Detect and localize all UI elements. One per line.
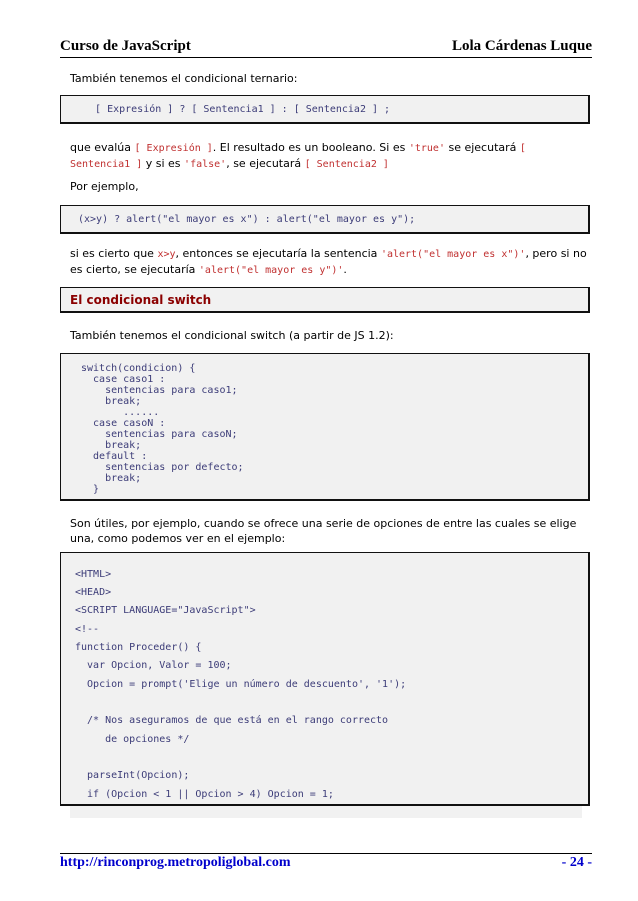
code-block-ternary-example bbox=[60, 205, 590, 234]
paragraph-switch-intro: También tenemos el condicional switch (a partir de JS 1.2): bbox=[70, 329, 394, 342]
header-rule bbox=[60, 57, 592, 58]
paragraph-ternary-intro: También tenemos el condicional ternario: bbox=[70, 72, 298, 85]
text: y si es bbox=[142, 157, 185, 170]
inline-code: 'false' bbox=[184, 159, 227, 170]
paragraph-switch-use: Son útiles, por ejemplo, cuando se ofrece una serie de opciones de entre las cuales se elige una, como podemos ver en el ejemplo: bbox=[70, 517, 577, 545]
code-line: case caso1 : bbox=[81, 374, 166, 385]
header-author: Lola Cárdenas Luque bbox=[451, 38, 592, 54]
code-line: [ Expresión ] ? [ Sentencia1 ] : [ Sentencia2 ] ; bbox=[83, 104, 391, 115]
text: , pero si no es cierto, se ejecutaría bbox=[70, 247, 587, 276]
code-line: <SCRIPT LANGUAGE="JavaScript"> bbox=[75, 605, 256, 616]
code-line: break; bbox=[81, 396, 142, 407]
inline-code: [ Expresión ] bbox=[134, 143, 213, 154]
code-line: parseInt(Opcion); bbox=[75, 770, 190, 781]
text: si es cierto que bbox=[70, 247, 158, 260]
text: que evalúa bbox=[70, 141, 135, 154]
section-heading-switch: El condicional switch bbox=[60, 287, 590, 313]
code-line: <HEAD> bbox=[75, 587, 112, 598]
paragraph-ternary-explanation bbox=[70, 140, 590, 172]
code-line: /* Nos aseguramos de que está en el rango correcto bbox=[75, 715, 389, 726]
inline-code: 'alert("el mayor es y")' bbox=[198, 265, 344, 276]
footer-link[interactable]: http://rinconprog.metropoliglobal.com bbox=[60, 855, 291, 870]
code-line: case casoN : bbox=[81, 418, 166, 429]
code-line: if (Opcion < 1 || Opcion > 4) Opcion = 1; bbox=[75, 789, 334, 800]
code-line: (x>y) ? alert("el mayor es x") : alert("el mayor es y"); bbox=[78, 214, 416, 225]
code-line: } bbox=[81, 484, 100, 495]
code-line: sentencias para casoN; bbox=[81, 429, 238, 440]
code-block-switch-syntax bbox=[60, 353, 590, 501]
code-line: ...... bbox=[81, 407, 160, 418]
code-line: sentencias para caso1; bbox=[81, 385, 238, 396]
code-line: sentencias por defecto; bbox=[81, 462, 244, 473]
text: se ejecutará bbox=[444, 141, 520, 154]
page-number: - 24 - bbox=[561, 855, 592, 870]
header-title: Curso de JavaScript bbox=[60, 38, 191, 54]
code-block-continuation bbox=[70, 806, 582, 818]
footer-rule bbox=[60, 853, 592, 854]
code-line: <HTML> bbox=[75, 569, 112, 580]
code-block-ternary-syntax bbox=[60, 95, 590, 124]
code-line: switch(condicion) { bbox=[81, 363, 196, 374]
page-footer bbox=[60, 855, 592, 871]
code-line: function Proceder() { bbox=[75, 642, 202, 653]
code-line: break; bbox=[81, 473, 142, 484]
inline-code: [ Sentencia2 ] bbox=[304, 159, 389, 170]
text: . bbox=[343, 263, 347, 276]
text: . El resultado es un booleano. Si es bbox=[212, 141, 409, 154]
text: , se ejecutará bbox=[226, 157, 305, 170]
text: , entonces se ejecutaría la sentencia bbox=[175, 247, 381, 260]
page-header bbox=[60, 38, 592, 55]
inline-code: x>y bbox=[157, 249, 176, 260]
paragraph-ternary-example-explanation bbox=[70, 246, 590, 278]
inline-code: 'alert("el mayor es x")' bbox=[380, 249, 526, 260]
code-line: de opciones */ bbox=[75, 734, 190, 745]
code-block-switch-example bbox=[60, 552, 590, 806]
code-line: <!-- bbox=[75, 624, 100, 635]
code-line: var Opcion, Valor = 100; bbox=[75, 660, 232, 671]
code-line: default : bbox=[81, 451, 148, 462]
inline-code: [ Sentencia1 ] bbox=[70, 143, 526, 170]
paragraph-example-label: Por ejemplo, bbox=[70, 180, 139, 193]
code-line: Opcion = prompt('Elige un número de descuento', '1'); bbox=[75, 679, 407, 690]
code-line: break; bbox=[81, 440, 142, 451]
inline-code: 'true' bbox=[408, 143, 445, 154]
